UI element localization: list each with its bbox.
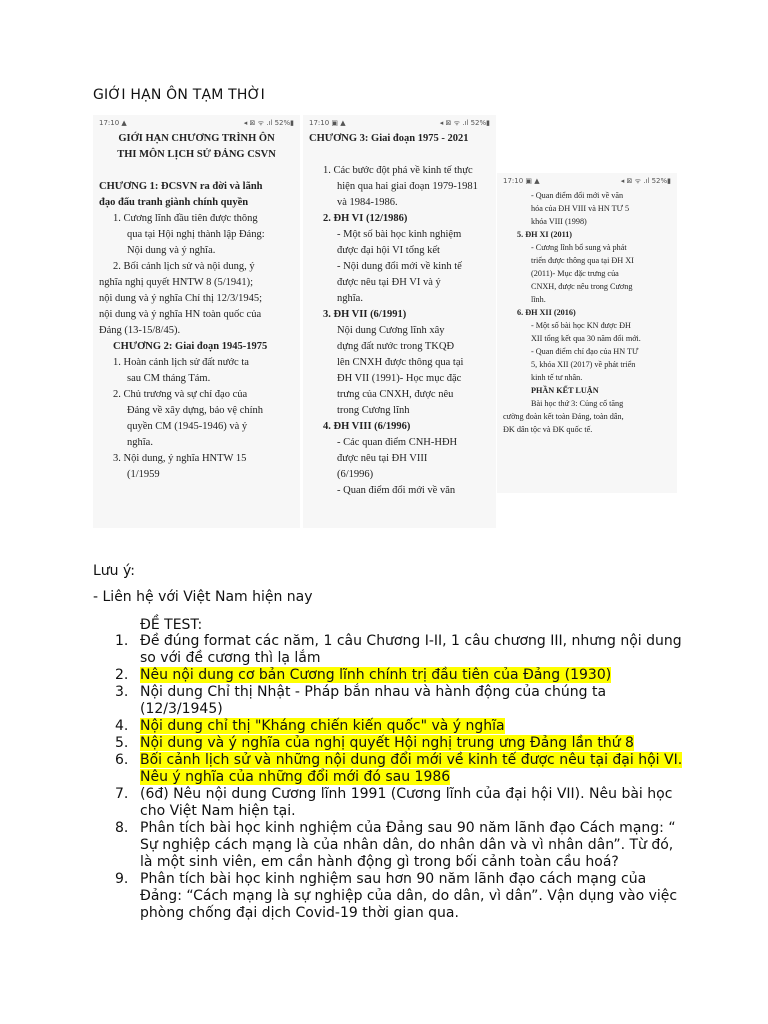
test-question-number: 8. <box>115 820 129 836</box>
screenshot-line: (1/1959 <box>127 469 160 480</box>
screenshot-line: 6. ĐH XII (2016) <box>517 308 576 317</box>
screenshot-line <box>99 163 294 179</box>
test-question-text: Nêu nội dung cơ bản Cương lĩnh chính trị đầu tiên của Đảng (1930) <box>140 667 612 683</box>
screenshot-line: triển được thông qua tại ĐH XI <box>531 256 634 265</box>
test-question-item <box>93 820 683 871</box>
phone-status-bar <box>93 115 300 131</box>
screenshot-text <box>497 189 677 436</box>
screenshot-line <box>309 147 490 163</box>
screenshot-line: quyền CM (1945-1946) và ý <box>127 421 248 432</box>
screenshot-line: trong Cương lĩnh <box>337 405 410 416</box>
status-time: 17:10 ▣ ▲ <box>503 177 540 185</box>
test-question-text: Bối cảnh lịch sử và những nội dung đổi mới về kinh tế được nêu tại đại hội VI. Nêu ý nghĩa của những đổi mới đó sau 1986 <box>140 752 683 785</box>
test-question-text: Nội dung chỉ thị "Kháng chiến kiến quốc" và ý nghĩa <box>140 718 505 734</box>
screenshot-line: XII tổng kết qua 30 năm đổi mới. <box>531 334 641 343</box>
screenshot-line: hóa của ĐH VIII và HN TƯ 5 <box>531 204 630 213</box>
screenshot-line: lĩnh. <box>531 295 546 304</box>
screenshot-line: GIỚI HẠN CHƯƠNG TRÌNH ÔN <box>118 133 275 144</box>
status-time: 17:10 ▲ <box>99 119 127 127</box>
screenshot-line: được đại hội VI tổng kết <box>337 245 440 256</box>
screenshot-line: qua tại Hội nghị thành lập Đảng: <box>127 229 265 240</box>
test-question-number: 6. <box>115 752 129 768</box>
screenshot-line: CNXH, được nêu trong Cương <box>531 282 633 291</box>
test-question-list <box>93 633 683 922</box>
test-question-text: Phân tích bài học kinh nghiệm của Đảng sau 90 năm lãnh đạo Cách mạng: “ Sự nghiệp cách mạng là của nhân dân, do nhân dân và vì nhân dân”. Từ đó, là một sinh viên, em cần hành động gì trong bối cảnh toàn cầu hoá? <box>140 820 676 870</box>
page-heading: GIỚI HẠN ÔN TẠM THỜI <box>93 87 265 103</box>
screenshot-line: Đảng (13-15/8/45). <box>99 325 181 336</box>
screenshot-line: - Quan điểm đổi mới về văn <box>531 191 624 200</box>
test-question-text: Đề đúng format các năm, 1 câu Chương I-II, 1 câu chương III, nhưng nội dung so với đề cương thì lạ lắm <box>140 633 682 666</box>
screenshot-line: 1. Hoàn cảnh lịch sử đất nước ta <box>113 357 249 368</box>
screenshot-line: nội dung và ý nghĩa Chỉ thị 12/3/1945; <box>99 293 263 304</box>
screenshot-line: (6/1996) <box>337 469 374 480</box>
screenshot-line: - Một số bài học KN được ĐH <box>531 321 631 330</box>
test-title: ĐỀ TEST: <box>140 617 203 633</box>
test-question-number: 5. <box>115 735 129 751</box>
test-question-item <box>93 786 683 820</box>
screenshot-line: CHƯƠNG 2: Giai đoạn 1945-1975 <box>113 341 268 352</box>
screenshot-line: 5. ĐH XI (2011) <box>517 230 573 239</box>
screenshot-text <box>303 131 496 499</box>
note-item: - Liên hệ với Việt Nam hiện nay <box>93 589 313 605</box>
test-question-text: Nội dung Chỉ thị Nhật - Pháp bắn nhau và hành động của chúng ta (12/3/1945) <box>140 684 607 717</box>
screenshot-line: CHƯƠNG 3: Giai đoạn 1975 - 2021 <box>309 133 469 144</box>
test-question-number: 1. <box>115 633 129 649</box>
screenshot-text <box>93 131 300 483</box>
screenshot-line: dựng đất nước trong TKQĐ <box>337 341 455 352</box>
test-question-number: 9. <box>115 871 129 887</box>
screenshot-line: - Nội dung đổi mới về kinh tế <box>337 261 462 272</box>
screenshot-line: PHẦN KẾT LUẬN <box>531 386 599 395</box>
test-question-item <box>93 633 683 667</box>
screenshot-line: hiện qua hai giai đoạn 1979-1981 <box>337 181 478 192</box>
status-icons: ◂ ⊠ ᯤ .ıl 52%▮ <box>243 118 294 127</box>
screenshot-line: - Quan điểm chỉ đạo của HN TƯ <box>531 347 639 356</box>
screenshot-line: 3. Nội dung, ý nghĩa HNTW 15 <box>113 453 247 464</box>
screenshot-line: 1. Cương lĩnh đầu tiên được thông <box>113 213 258 224</box>
screenshot-line: 2. ĐH VI (12/1986) <box>323 213 408 224</box>
screenshot-line: - Quan điểm đổi mới về văn <box>337 485 456 496</box>
test-question-text: (6đ) Nêu nội dung Cương lĩnh 1991 (Cương lĩnh của đại hội VII). Nêu bài học cho Việt Nam hiện tại. <box>140 786 673 819</box>
phone-status-bar <box>497 173 677 189</box>
test-question-number: 2. <box>115 667 129 683</box>
screenshot-line: đạo đấu tranh giành chính quyền <box>99 197 249 208</box>
screenshot-line: 4. ĐH VIII (6/1996) <box>323 421 411 432</box>
test-question-text: Nội dung và ý nghĩa của nghị quyết Hội nghị trung ưng Đảng lần thứ 8 <box>140 735 634 751</box>
screenshot-line: 2. Chủ trương và sự chỉ đạo của <box>113 389 248 400</box>
status-icons: ◂ ⊠ ᯤ .ıl 52%▮ <box>439 118 490 127</box>
screenshot-line: 2. Bối cảnh lịch sử và nội dung, ý <box>113 261 255 272</box>
screenshot-line: cường đoàn kết toàn Đảng, toàn dân, <box>503 412 624 421</box>
screenshot-line: nghĩa. <box>127 437 153 448</box>
screenshot-line: lên CNXH được thông qua tại <box>337 357 464 368</box>
screenshot-line: 1. Các bước đột phá về kinh tế thực <box>323 165 473 176</box>
screenshot-line: trưng của CNXH, được nêu <box>337 389 454 400</box>
screenshot-line: được nêu tại ĐH VI và ý <box>337 277 441 288</box>
screenshot-line: được nêu tại ĐH VIII <box>337 453 428 464</box>
screenshot-line: Bài học thứ 3: Củng cố tăng <box>531 399 624 408</box>
screenshot-line: nghĩa nghị quyết HNTW 8 (5/1941); <box>99 277 254 288</box>
screenshot-line: Nội dung và ý nghĩa. <box>127 245 216 256</box>
screenshot-line: ĐH VII (1991)- Học mục đặc <box>337 373 462 384</box>
screenshot-line: - Cương lĩnh bổ sung và phát <box>531 243 627 252</box>
screenshot-line: và 1984-1986. <box>337 197 398 208</box>
screenshot-line: THI MÔN LỊCH SỬ ĐẢNG CSVN <box>117 149 276 160</box>
screenshot-line: ĐK dân tộc và ĐK quốc tế. <box>503 425 593 434</box>
test-question-item <box>93 718 683 735</box>
test-question-item <box>93 684 683 718</box>
test-question-text: Phân tích bài học kinh nghiệm sau hơn 90 năm lãnh đạo cách mạng của Đảng: “Cách mạng là sự nghiệp của dân, do dân, vì dân”. Vận dụng vào việc phòng chống đại dịch Covid-19 thời gian qua. <box>140 871 678 921</box>
screenshot-syllabus-part-2 <box>303 115 496 528</box>
status-time: 17:10 ▣ ▲ <box>309 119 346 127</box>
test-question-item <box>93 871 683 922</box>
screenshot-line: kinh tế tư nhân. <box>531 373 583 382</box>
screenshot-line: - Các quan điểm CNH-HĐH <box>337 437 458 448</box>
screenshot-line: sau CM tháng Tám. <box>127 373 211 384</box>
screenshot-line: (2011)- Mục đặc trưng của <box>531 269 619 278</box>
screenshot-syllabus-part-1 <box>93 115 300 528</box>
test-question-number: 7. <box>115 786 129 802</box>
test-question-item <box>93 667 683 684</box>
phone-status-bar <box>303 115 496 131</box>
screenshot-line: Nội dung Cương lĩnh xây <box>337 325 445 336</box>
screenshot-line: - Một số bài học kinh nghiệm <box>337 229 462 240</box>
screenshot-line: Đảng về xây dựng, bảo vệ chính <box>127 405 264 416</box>
note-label: Lưu ý: <box>93 563 135 579</box>
screenshot-line: 5, khóa XII (2017) về phát triển <box>531 360 636 369</box>
test-question-item <box>93 735 683 752</box>
test-question-item <box>93 752 683 786</box>
screenshot-line: 3. ĐH VII (6/1991) <box>323 309 407 320</box>
screenshot-line: khóa VIII (1998) <box>531 217 587 226</box>
test-question-number: 3. <box>115 684 129 700</box>
test-question-number: 4. <box>115 718 129 734</box>
status-icons: ◂ ⊠ ᯤ .ıl 52%▮ <box>620 176 671 185</box>
screenshot-line: nghĩa. <box>337 293 363 304</box>
screenshot-line: nội dung và ý nghĩa HN toàn quốc của <box>99 309 262 320</box>
screenshot-line: CHƯƠNG 1: ĐCSVN ra đời và lãnh <box>99 181 263 192</box>
screenshot-syllabus-part-3 <box>497 173 677 493</box>
